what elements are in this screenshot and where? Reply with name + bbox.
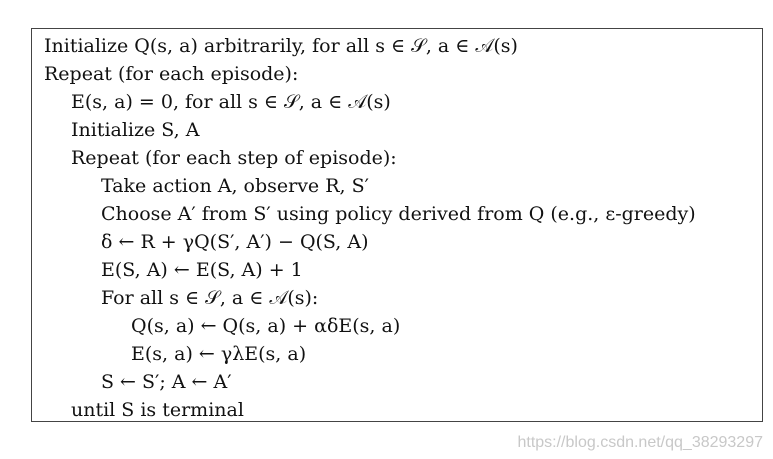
algorithm-line: Repeat (for each episode): <box>44 63 299 85</box>
algorithm-line: Initialize Q(s, a) arbitrarily, for all s ∈ 𝒮, a ∈ 𝒜(s) <box>44 35 518 57</box>
algorithm-line: E(S, A) ← E(S, A) + 1 <box>101 259 303 281</box>
algorithm-line: Q(s, a) ← Q(s, a) + αδE(s, a) <box>131 315 401 337</box>
algorithm-line: E(s, a) = 0, for all s ∈ 𝒮, a ∈ 𝒜(s) <box>71 91 391 113</box>
algorithm-line: Take action A, observe R, S′ <box>101 175 369 197</box>
watermark: https://blog.csdn.net/qq_38293297 <box>517 434 763 451</box>
algorithm-line: Choose A′ from S′ using policy derived from Q (e.g., ε-greedy) <box>101 203 696 225</box>
algorithm-line: δ ← R + γQ(S′, A′) − Q(S, A) <box>101 231 369 253</box>
algorithm-line: Initialize S, A <box>71 119 200 141</box>
algorithm-line: E(s, a) ← γλE(s, a) <box>131 343 307 365</box>
algorithm-box <box>31 28 763 422</box>
algorithm-line: For all s ∈ 𝒮, a ∈ 𝒜(s): <box>101 287 319 309</box>
algorithm-line: Repeat (for each step of episode): <box>71 147 397 169</box>
algorithm-line: until S is terminal <box>71 399 244 421</box>
algorithm-line: S ← S′; A ← A′ <box>101 371 232 393</box>
